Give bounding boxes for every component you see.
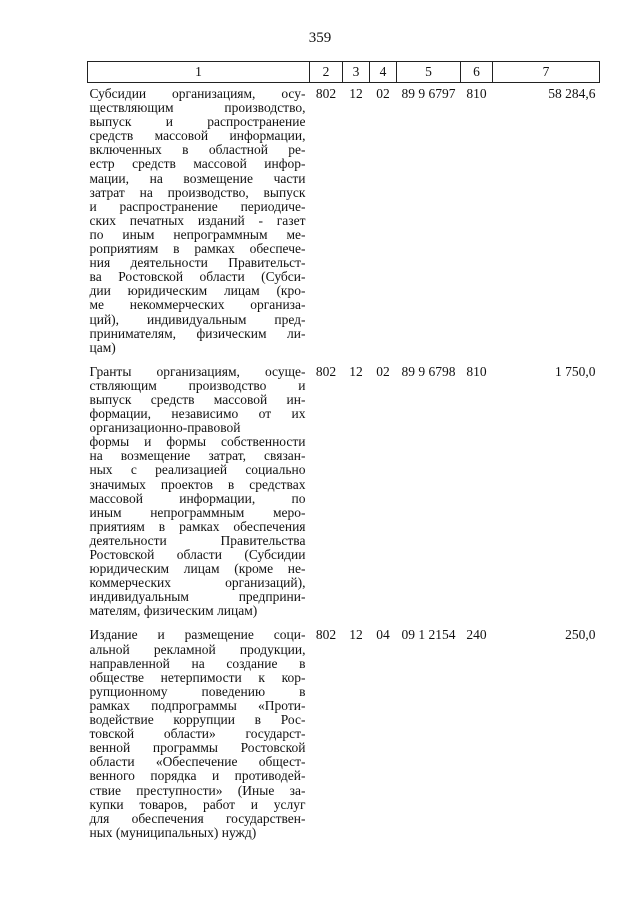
subsection-code: 02 bbox=[376, 86, 390, 101]
description-line: направленной на создание в bbox=[89, 655, 306, 671]
description-line: по иным непрограммным ме- bbox=[89, 226, 306, 242]
description-line: ществляющим производство, bbox=[89, 100, 306, 116]
description-line: рупционному поведению в bbox=[89, 683, 306, 699]
description-line: Ростовской области (Субсидии bbox=[89, 547, 306, 562]
expense-type-code: 810 bbox=[466, 86, 487, 101]
table-row bbox=[88, 361, 600, 625]
description-line: роприятиям в рамках обеспече- bbox=[89, 241, 306, 257]
description-line: области «Обеспечение общест- bbox=[89, 754, 306, 770]
description-line: ских печатных изданий - газет bbox=[89, 212, 306, 228]
description-line: деятельности Правительства bbox=[89, 532, 306, 548]
description-line: индивидуальным предприни- bbox=[89, 589, 306, 605]
description-line: ных (муниципальных) нужд) bbox=[89, 824, 257, 840]
description-line: естр средств массовой инфор- bbox=[89, 156, 306, 172]
target-article-code: 89 9 6797 bbox=[401, 86, 456, 101]
description-line: для обеспечения государствен- bbox=[89, 810, 306, 826]
description-line: мации, на возмещение части bbox=[89, 170, 306, 186]
description-line: формации, независимо от их bbox=[89, 406, 306, 422]
description-line: ме некоммерческих организа- bbox=[89, 297, 306, 313]
description-line: выпуск средств массовой ин- bbox=[89, 391, 306, 407]
description-line: средств массовой информации, bbox=[89, 128, 306, 144]
description-line: дии юридическим лицам (кро- bbox=[89, 283, 306, 299]
description-line: ных с реализацией социально bbox=[89, 462, 306, 478]
description-line: ния деятельности Правительст- bbox=[89, 255, 306, 271]
description-line: купки товаров, работ и услуг bbox=[89, 796, 306, 812]
description-line: ций), индивидуальным пред- bbox=[89, 311, 306, 327]
description-line: венной программы Ростовской bbox=[89, 740, 306, 756]
description-line: товской области» государст- bbox=[89, 726, 306, 742]
description-line: затрат на производство, выпуск bbox=[89, 184, 306, 200]
description-line: иным непрограммным меро- bbox=[89, 504, 306, 520]
page-number: 359 bbox=[308, 30, 332, 46]
description-line: массовой информации, по bbox=[89, 490, 306, 506]
amount: 1 750,0 bbox=[555, 363, 596, 379]
description-line: на возмещение затрат, связан- bbox=[89, 448, 306, 464]
section-code: 12 bbox=[349, 627, 363, 643]
description-line: Гранты организациям, осуще- bbox=[89, 363, 306, 379]
expense-type-code: 810 bbox=[466, 363, 487, 379]
description-line: рамках подпрограммы «Проти- bbox=[89, 697, 306, 713]
description-line: включенных в областной ре- bbox=[89, 142, 306, 158]
description-line: ствие преступности» (Иные за- bbox=[89, 782, 306, 798]
description-line: Издание и размещение соци- bbox=[89, 627, 306, 643]
column-header-4: 4 bbox=[370, 62, 397, 83]
column-header-row bbox=[88, 62, 600, 83]
description-line: обществе нетерпимости к кор- bbox=[89, 669, 306, 685]
description-line: мателям, физическим лицам) bbox=[89, 603, 258, 619]
subsection-code: 02 bbox=[376, 363, 390, 379]
amount: 58 284,6 bbox=[548, 86, 596, 101]
description-line: организационно-правовой bbox=[89, 420, 241, 436]
ministry-code: 802 bbox=[315, 86, 337, 101]
section-code: 12 bbox=[349, 86, 363, 101]
description-line: ва Ростовской области (Субси- bbox=[89, 269, 306, 285]
budget-table bbox=[87, 61, 600, 846]
column-header-7: 7 bbox=[493, 62, 600, 83]
description-line: венного порядка и противодей- bbox=[89, 768, 306, 784]
column-header-3: 3 bbox=[343, 62, 370, 83]
description-line: водействие коррупции в Рос- bbox=[89, 712, 306, 728]
column-header-6: 6 bbox=[461, 62, 493, 83]
description-line: коммерческих организаций), bbox=[89, 575, 306, 591]
target-article-code: 89 9 6798 bbox=[401, 363, 456, 379]
description-line: альной рекламной продукции, bbox=[89, 641, 306, 657]
expense-type-code: 240 bbox=[466, 627, 487, 643]
description-line: Субсидии организациям, осу- bbox=[89, 86, 306, 101]
description-line: формы и формы собственности bbox=[89, 434, 306, 450]
description-line: цам) bbox=[89, 339, 116, 355]
description-line: и распространение периодиче- bbox=[89, 198, 306, 214]
column-header-1: 1 bbox=[88, 62, 310, 83]
ministry-code: 802 bbox=[315, 363, 337, 379]
description-line: приятиям в рамках обеспечения bbox=[89, 518, 306, 534]
row-description bbox=[88, 83, 310, 361]
description-line: ствляющим производство и bbox=[89, 377, 306, 393]
column-header-2: 2 bbox=[310, 62, 343, 83]
ministry-code: 802 bbox=[315, 627, 337, 643]
row-description bbox=[88, 361, 310, 625]
amount: 250,0 bbox=[565, 627, 596, 643]
row-description bbox=[88, 624, 310, 845]
description-line: выпуск и распространение bbox=[89, 114, 306, 130]
description-line: значимых проектов в средствах bbox=[89, 476, 306, 492]
table-row bbox=[88, 624, 600, 845]
target-article-code: 09 1 2154 bbox=[401, 627, 456, 643]
section-code: 12 bbox=[349, 363, 363, 379]
description-line: юридическим лицам (кроме не- bbox=[89, 561, 306, 577]
column-header-5: 5 bbox=[397, 62, 461, 83]
table-row bbox=[88, 83, 600, 361]
subsection-code: 04 bbox=[376, 627, 390, 643]
description-line: принимателям, физическим ли- bbox=[89, 325, 306, 341]
